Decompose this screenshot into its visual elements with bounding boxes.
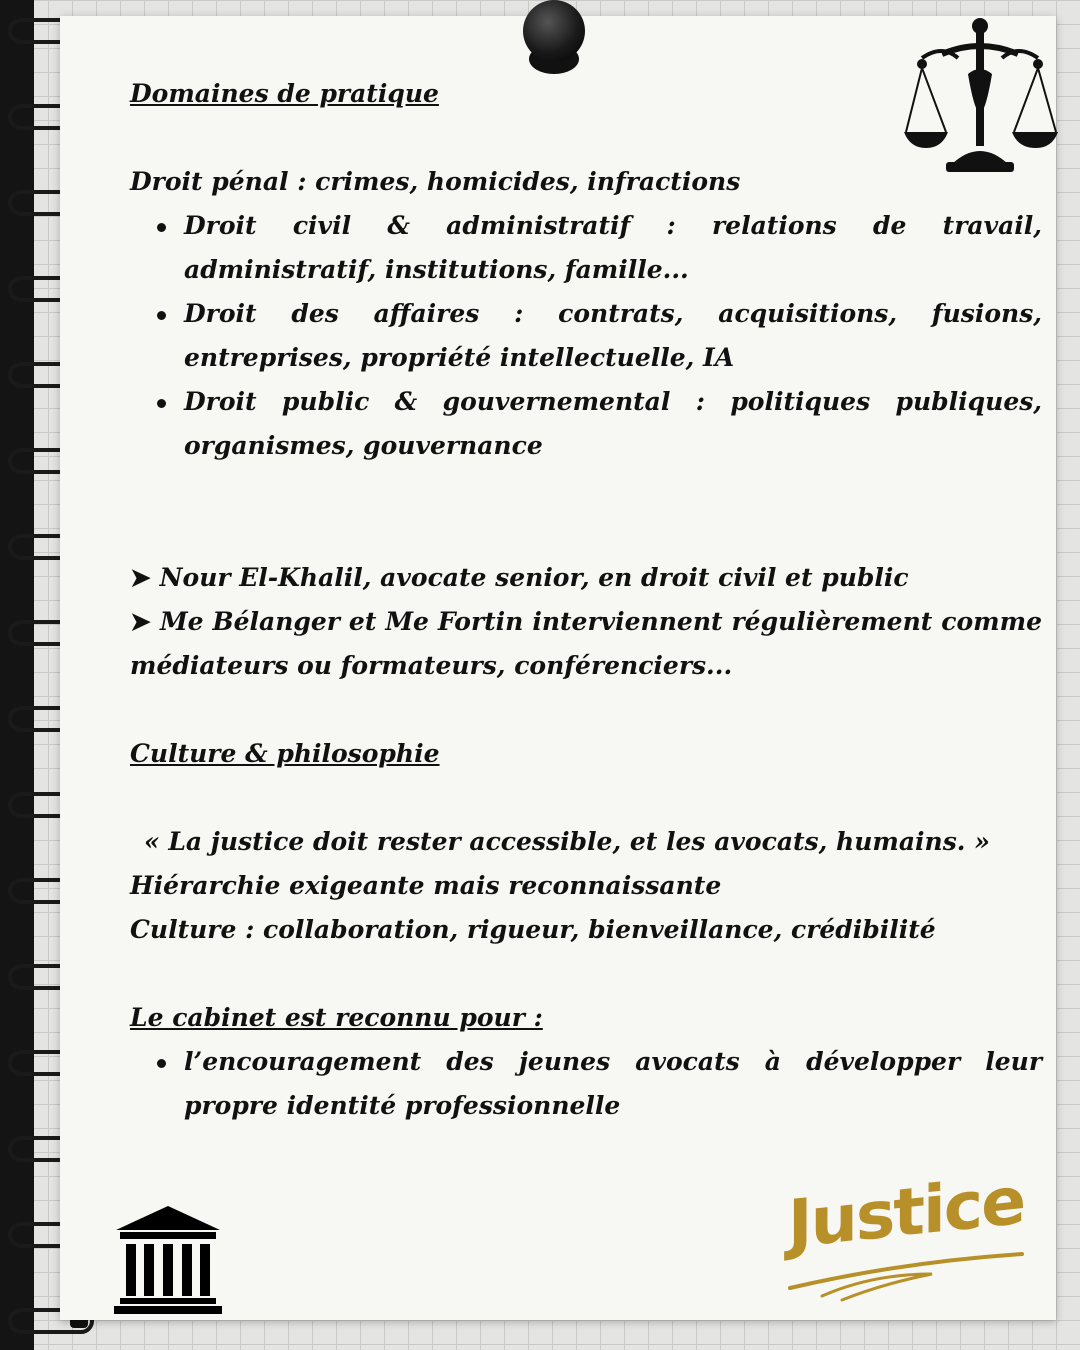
recognized-list	[130, 1040, 1042, 1128]
arrow-icon: ➤	[130, 607, 151, 636]
culture-quote: « La justice doit rester accessible, et les avocats, humains. »	[144, 827, 990, 856]
arrow-icon: ➤	[130, 563, 151, 592]
list-item: l’encouragement des jeunes avocats à développer leur propre identité professionnelle	[184, 1040, 1042, 1128]
list-item: Droit des affaires : contrats, acquisitions, fusions, entreprises, propriété intellectuelle, IA	[184, 292, 1042, 380]
practice-intro: Droit pénal : crimes, homicides, infractions	[130, 167, 741, 196]
justice-logo-text: Justice	[787, 1161, 1025, 1264]
list-item: Droit civil & administratif : relations de travail, administratif, institutions, famille...	[184, 204, 1042, 292]
culture-heading: Culture & philosophie	[130, 739, 440, 768]
practice-heading: Domaines de pratique	[130, 79, 439, 108]
recognized-heading: Le cabinet est reconnu pour :	[130, 1003, 543, 1032]
justice-logo	[782, 1161, 1030, 1304]
logo-swoosh	[782, 1244, 1030, 1304]
courthouse-icon	[112, 1204, 224, 1316]
team-item	[130, 556, 1042, 600]
culture-line: Hiérarchie exigeante mais reconnaissante	[130, 871, 722, 900]
team-item-text: Nour El-Khalil, avocate senior, en droit civil et public	[159, 563, 909, 592]
team-item	[130, 600, 1042, 688]
pushpin-icon	[523, 0, 585, 62]
practice-list	[130, 204, 1042, 468]
team-item-text: Me Bélanger et Me Fortin interviennent régulièrement comme médiateurs ou formateurs, conférenciers...	[130, 607, 1042, 680]
culture-line: Culture : collaboration, rigueur, bienveillance, crédibilité	[130, 915, 936, 944]
page-content	[130, 72, 1042, 1128]
list-item: Droit public & gouvernemental : politiques publiques, organismes, gouvernance	[184, 380, 1042, 468]
